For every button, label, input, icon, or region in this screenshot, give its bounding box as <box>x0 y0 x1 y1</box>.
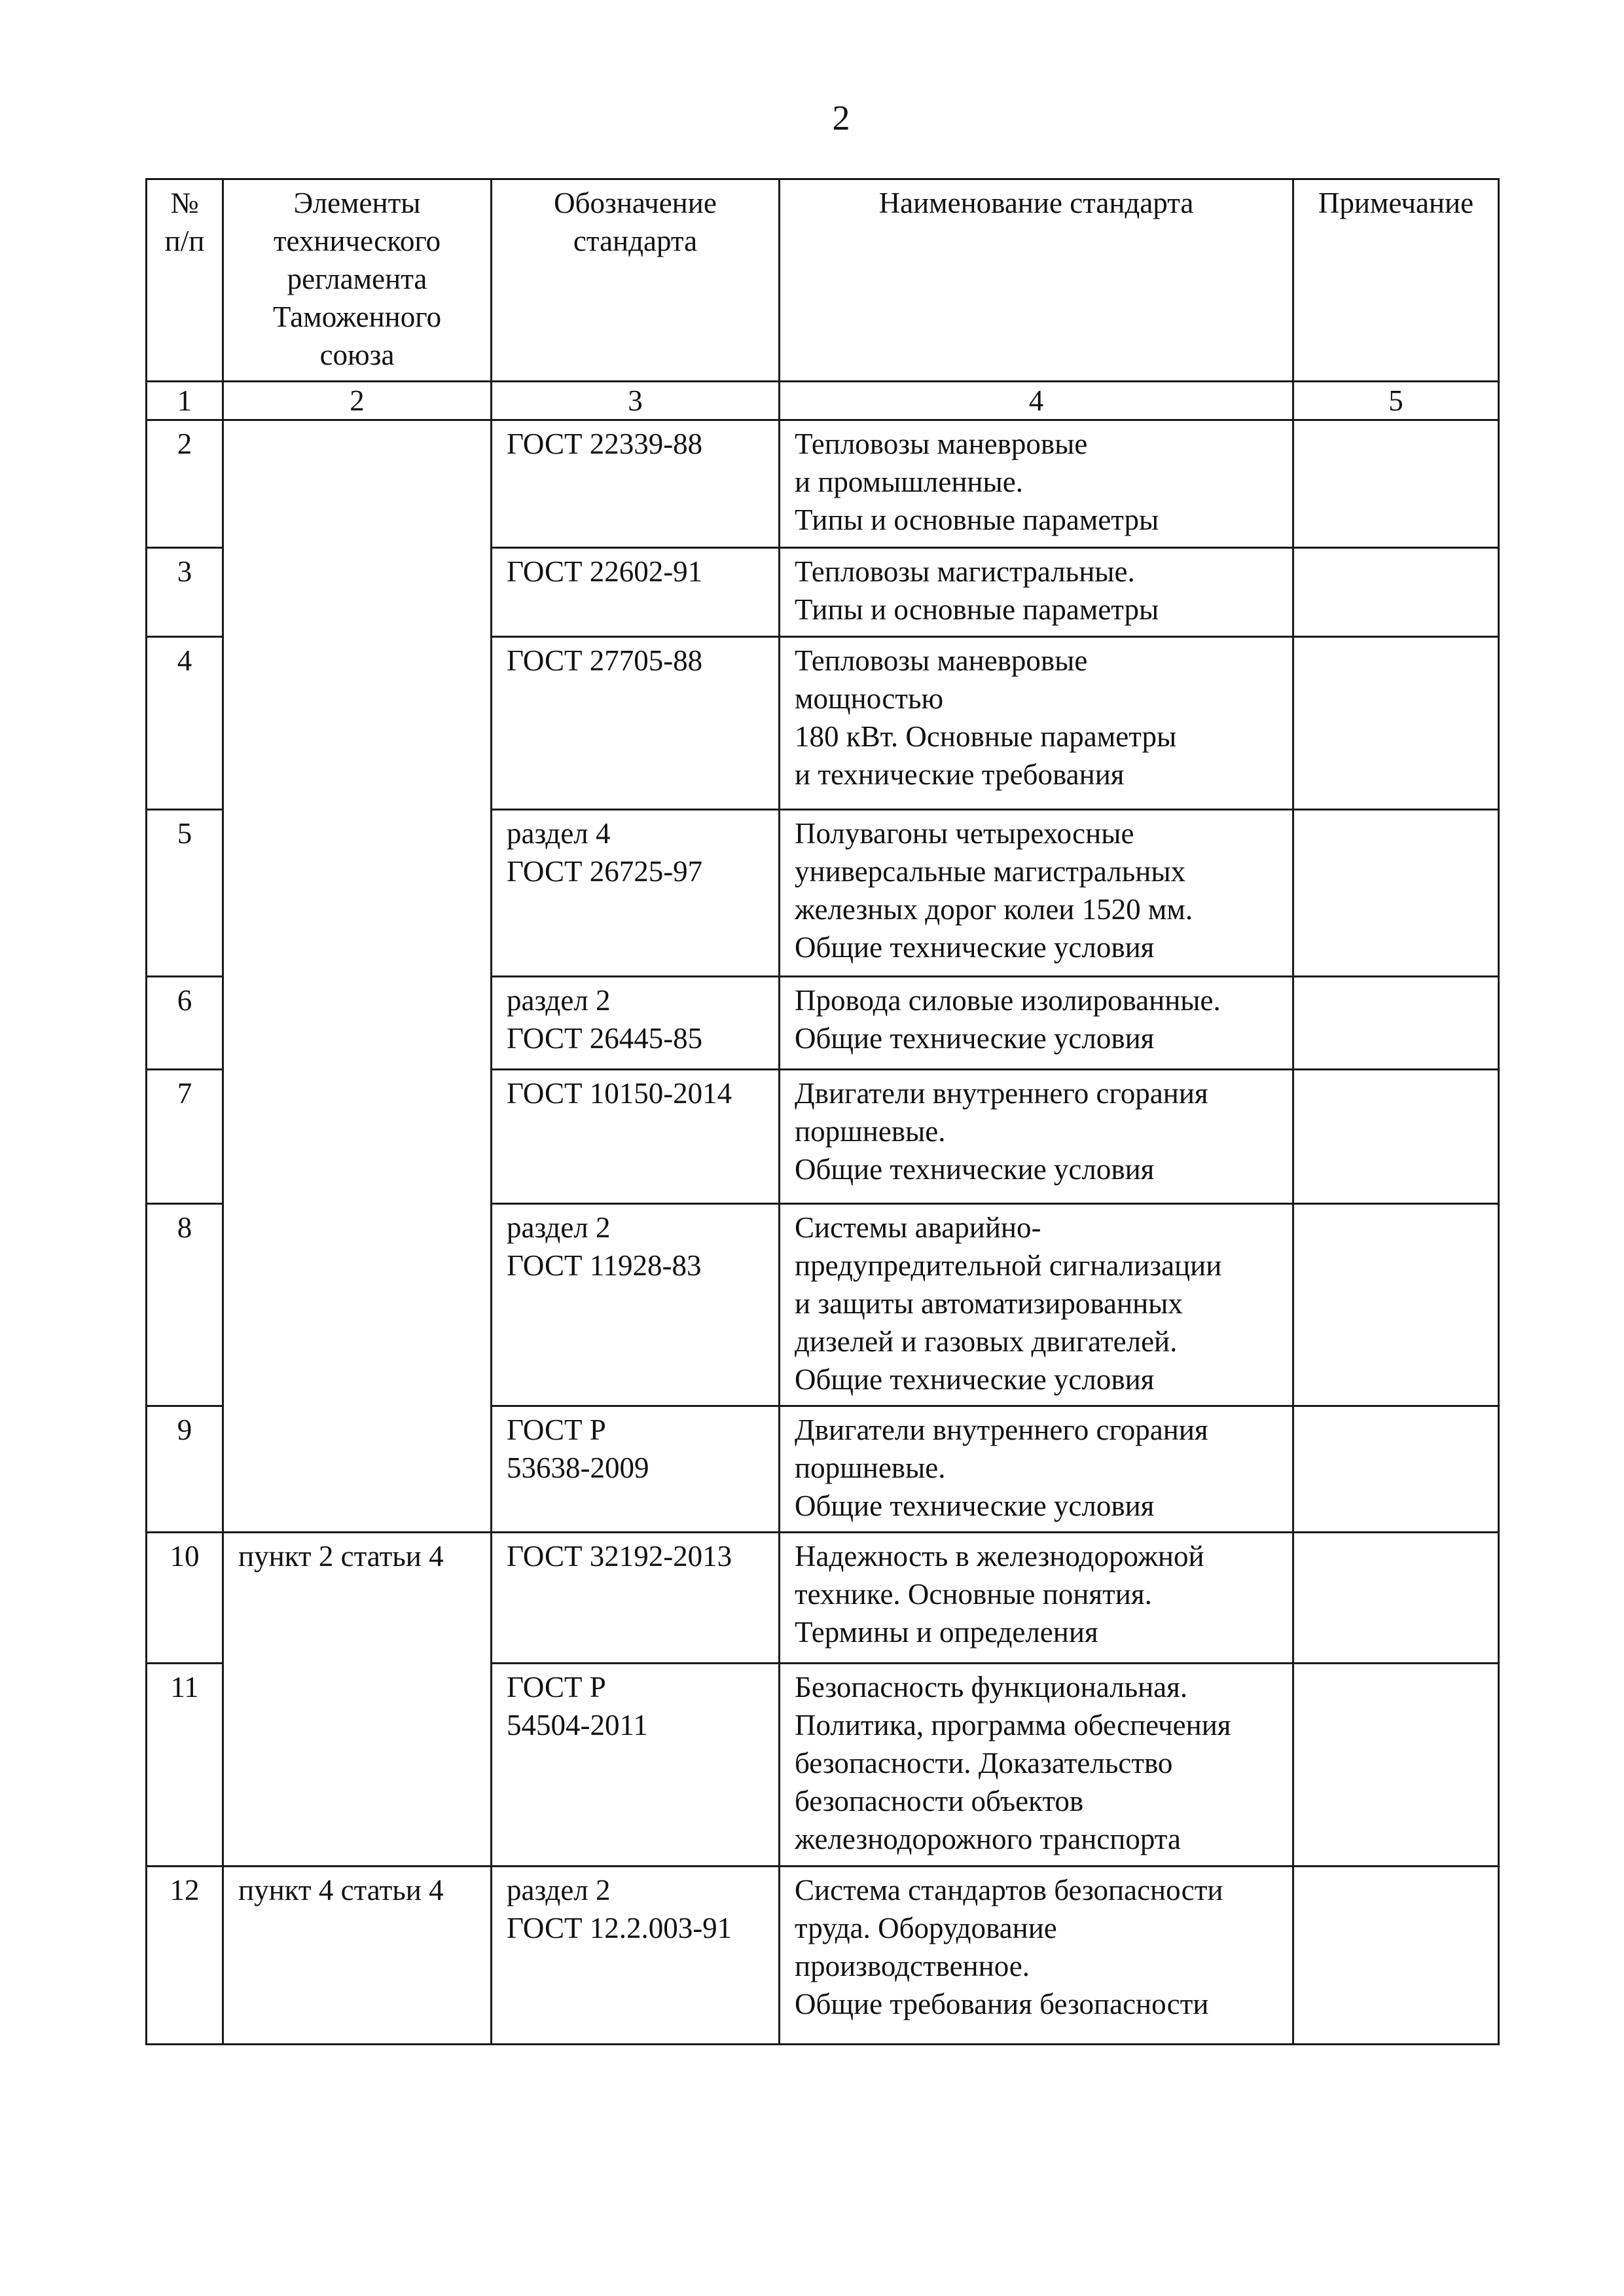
note-cell <box>1293 637 1499 810</box>
note-cell <box>1293 1204 1499 1406</box>
table-row <box>147 1867 1499 2045</box>
standard-designation: раздел 2 ГОСТ 12.2.003-91 <box>492 1867 780 2045</box>
column-index: 4 <box>780 382 1293 420</box>
standard-designation: ГОСТ 32192-2013 <box>492 1533 780 1664</box>
standard-designation: ГОСТ 27705-88 <box>492 637 780 810</box>
standard-name: Тепловозы маневровые мощностью 180 кВт. Основные параметры и технические требования <box>780 637 1293 810</box>
header-standard-designation: Обозначение стандарта <box>492 179 780 382</box>
standard-designation: ГОСТ Р 53638-2009 <box>492 1406 780 1533</box>
row-number: 2 <box>147 420 223 548</box>
header-regulation-elements: Элементы технического регламента Таможенного союза <box>223 179 492 382</box>
column-index-row <box>147 382 1499 420</box>
standard-name: Двигатели внутреннего сгорания поршневые. Общие технические условия <box>780 1406 1293 1533</box>
standard-designation: ГОСТ Р 54504-2011 <box>492 1664 780 1867</box>
note-cell <box>1293 1867 1499 2045</box>
row-number: 4 <box>147 637 223 810</box>
standard-name: Полувагоны четырехосные универсальные магистральных железных дорог колеи 1520 мм. Общие технические условия <box>780 810 1293 977</box>
standard-name: Безопасность функциональная. Политика, программа обеспечения безопасности. Доказательство безопасности объектов железнодорожного транспорта <box>780 1664 1293 1867</box>
note-cell <box>1293 420 1499 548</box>
note-cell <box>1293 1406 1499 1533</box>
row-number: 8 <box>147 1204 223 1406</box>
column-index: 1 <box>147 382 223 420</box>
table-row <box>147 420 1499 548</box>
row-number: 10 <box>147 1533 223 1664</box>
standard-name: Система стандартов безопасности труда. Оборудование производственное. Общие требования безопасности <box>780 1867 1293 2045</box>
standard-designation: раздел 2 ГОСТ 26445-85 <box>492 977 780 1070</box>
standards-table <box>145 178 1500 2045</box>
row-number: 3 <box>147 548 223 637</box>
row-number: 6 <box>147 977 223 1070</box>
standard-designation: ГОСТ 22602-91 <box>492 548 780 637</box>
standard-designation: ГОСТ 10150-2014 <box>492 1070 780 1204</box>
table-row <box>147 1533 1499 1664</box>
standard-designation: раздел 2 ГОСТ 11928-83 <box>492 1204 780 1406</box>
standard-name: Надежность в железнодорожной технике. Основные понятия. Термины и определения <box>780 1533 1293 1664</box>
standard-designation: раздел 4 ГОСТ 26725-97 <box>492 810 780 977</box>
row-number: 5 <box>147 810 223 977</box>
row-number: 7 <box>147 1070 223 1204</box>
regulation-element-cell <box>223 420 492 1533</box>
standard-name: Двигатели внутреннего сгорания поршневые. Общие технические условия <box>780 1070 1293 1204</box>
column-index: 5 <box>1293 382 1499 420</box>
table-header-row <box>147 179 1499 382</box>
standard-name: Тепловозы магистральные. Типы и основные параметры <box>780 548 1293 637</box>
note-cell <box>1293 977 1499 1070</box>
column-index: 2 <box>223 382 492 420</box>
row-number: 11 <box>147 1664 223 1867</box>
header-standard-name: Наименование стандарта <box>780 179 1293 382</box>
row-number: 12 <box>147 1867 223 2045</box>
standard-designation: ГОСТ 22339-88 <box>492 420 780 548</box>
column-index: 3 <box>492 382 780 420</box>
regulation-element-cell: пункт 4 статьи 4 <box>223 1867 492 2045</box>
note-cell <box>1293 1533 1499 1664</box>
note-cell <box>1293 1664 1499 1867</box>
standard-name: Тепловозы маневровые и промышленные. Типы и основные параметры <box>780 420 1293 548</box>
standard-name: Провода силовые изолированные. Общие технические условия <box>780 977 1293 1070</box>
standard-name: Системы аварийно- предупредительной сигнализации и защиты автоматизированных дизелей и газовых двигателей. Общие технические условия <box>780 1204 1293 1406</box>
page-number: 2 <box>832 98 850 137</box>
note-cell <box>1293 810 1499 977</box>
note-cell <box>1293 548 1499 637</box>
regulation-element-cell: пункт 2 статьи 4 <box>223 1533 492 1867</box>
header-note: Примечание <box>1293 179 1499 382</box>
row-number: 9 <box>147 1406 223 1533</box>
note-cell <box>1293 1070 1499 1204</box>
header-number: № п/п <box>147 179 223 382</box>
